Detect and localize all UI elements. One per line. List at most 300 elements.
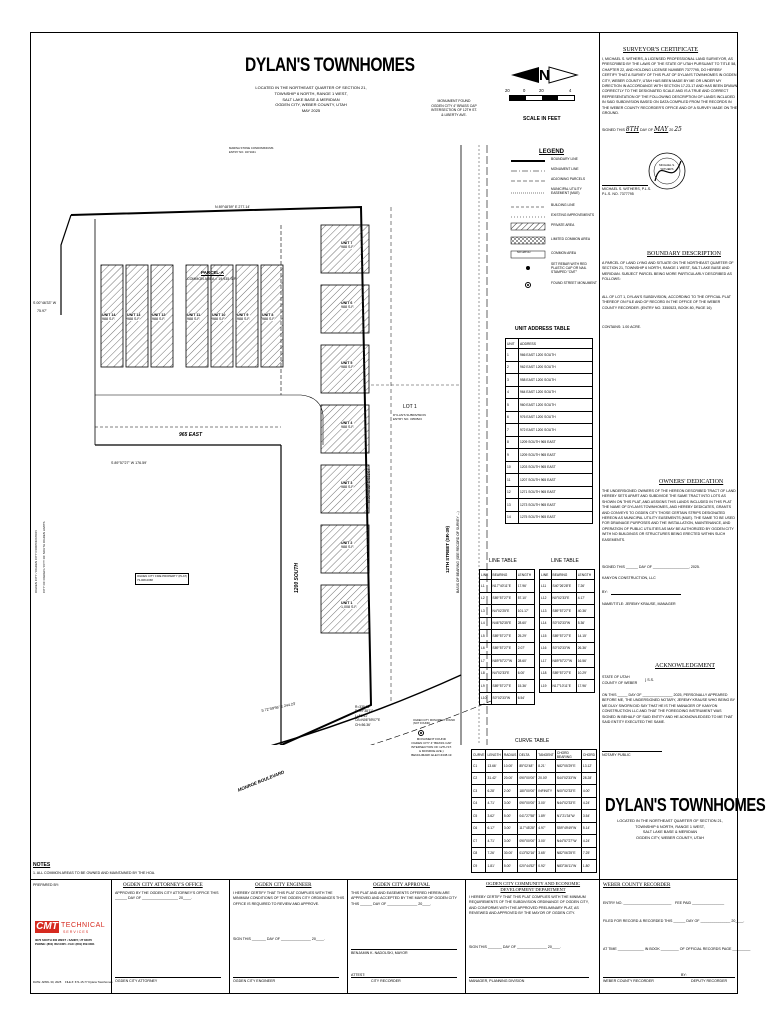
table-cell: N44°57'27"W (555, 835, 581, 848)
table-cell: L8 (480, 667, 492, 680)
col-header: BEARING (551, 570, 576, 580)
unit-area: 988 S.F. (341, 485, 355, 490)
unit-name: UNIT 2 (341, 541, 353, 545)
table-cell: 15.36' (516, 680, 534, 693)
table-cell: N0°02'33"E (551, 592, 576, 605)
mon-line: (NOT FOUND) (413, 722, 431, 726)
table-cell: 4.24' (581, 835, 596, 848)
table-cell: C9 (472, 860, 486, 873)
table-cell: 013°52'16" (518, 847, 537, 860)
col-header: LINE (480, 570, 492, 580)
street-monroe: MONROE BOULEVARD (237, 769, 285, 793)
engineer-sign: SIGN THIS _______ DAY OF _______________ 20____. (233, 937, 325, 941)
ack-text: ON THIS _____ DAY OF _______________ 2025, PERSONALLY APPEARED BEFORE ME, THE UNDERSIGNED NOTARY, JEREMY KRAUSE WHO BEING BY ME DULY SWORN DID SAY THAT HE IS THE MANAGER OF KANYON CONSTRUCTION LLC AND THAT THE FOREGOING INSTRUMENT WAS SIGNED IN BEHALF OF SAID ENTITY AND HE ACKNOWLEDGED TO ME THAT SAID ENTITY EXECUTED THE SAME. (602, 693, 735, 724)
table-cell: 10.00' (502, 760, 517, 773)
location-line: SALT LAKE BASE & MERIDIAN (282, 96, 340, 102)
legend-item: COMMON AREA (551, 251, 577, 255)
surveyor-name: MICHAEL S. WITHERS, P.L.S. (602, 187, 652, 191)
table-cell: 7.26' (486, 847, 502, 860)
monument-right (413, 719, 455, 726)
unit-name: UNIT 9 (237, 313, 249, 317)
scale-label: SCALE IN FEET (523, 116, 561, 122)
engineer-text: I HEREBY CERTIFY THAT THIS PLAT COMPLIES WITH THE MINIMUM CONDITIONS OF THE OGDEN CITY ORDINANCES THIS OFFICE IS REQUIRED TO REVIEW AND APPROVE. (233, 891, 345, 906)
seal-line: MICHAEL S. (659, 163, 675, 167)
street-12th: 12TH STREET (SR-39) (445, 525, 450, 573)
surveyor-heading: SURVEYOR'S CERTIFICATE (623, 47, 699, 53)
table-cell: 4.00' (581, 785, 596, 798)
table-cell: S0°02'33"W (551, 617, 576, 630)
table-cell: N4°02'25"E (491, 605, 516, 618)
legend-item: LIMITED COMMON AREA (551, 237, 591, 241)
bottom-divider (31, 879, 737, 880)
table-cell: L1 (480, 580, 492, 593)
unit-row (506, 486, 593, 499)
firm-phone: PHONE: (801) 352-0305 • FAX: (801) 352-0301 (35, 942, 95, 946)
owners-company: KANYON CONSTRUCTION, LLC (602, 576, 656, 580)
ack-heading: ACKNOWLEDGMENT (655, 663, 715, 669)
table-cell: 3.65' (537, 847, 556, 860)
unit-label (187, 313, 200, 321)
table-cell: 962 EAST 1200 SOUTH (519, 361, 593, 374)
note-line: INTERSECTION OF 12TH ST. (431, 108, 477, 113)
curve-line: L=56.41' (355, 713, 368, 718)
community-heading: OGDEN CITY COMMUNITY AND ECONOMIC DEVELOPMENT DEPARTMENT (485, 881, 581, 892)
unit-row (506, 449, 593, 462)
table-cell: S44°02'33"W (555, 772, 581, 785)
community-sig: MANAGER, PLANNING DIVISION (469, 979, 525, 983)
table-cell: 1209 SOUTH 965 EAST (519, 436, 593, 449)
table-cell: L18 (540, 667, 552, 680)
bearing-right: N 00°46'02" E 331.84' (367, 467, 371, 503)
table-cell: 2.07' (516, 642, 534, 655)
table-cell: 090°00'00" (518, 797, 537, 810)
unit-area: 988 S.F. (212, 317, 226, 322)
date-label: DATE: APRIL 30, 2025 (33, 980, 62, 984)
scale-tick: 20 (539, 88, 544, 93)
unit-row (506, 474, 593, 487)
legend-item: PRIVATE AREA (551, 223, 575, 227)
ack-ss: } S.S. (645, 678, 654, 682)
unit-name: UNIT 3 (341, 481, 353, 485)
table-cell: 972 EAST 1200 SOUTH (519, 424, 593, 437)
bearing-left: S 00°46'33" W (33, 301, 57, 305)
adj-line: ENTRY NO. 3271041 (229, 149, 256, 154)
col-header: TANGENT (537, 750, 556, 760)
scale-bar (509, 95, 575, 101)
table-cell: S59°49'49"W (555, 822, 581, 835)
table-cell: L14 (540, 617, 552, 630)
table-cell: 6.00' (516, 667, 534, 680)
table-cell: 20.00' (537, 772, 556, 785)
line-row (540, 667, 595, 680)
seal-text (653, 164, 681, 171)
table-cell: 101.17' (516, 605, 534, 618)
unit-label (341, 421, 354, 429)
table-cell: L6 (480, 642, 492, 655)
unit-label (341, 361, 354, 369)
owners-signed-line: SIGNED THIS ______ DAY OF __________________, 2025. (602, 565, 700, 569)
unit-row (506, 511, 593, 524)
unit-row (506, 436, 593, 449)
unit-row (506, 349, 593, 362)
file-label: FILE #: 671-15-77 Dylans Townhomes (65, 980, 113, 984)
firm-name: TECHNICAL (61, 922, 106, 929)
fee-paid: FEE PAID ________________ (675, 901, 725, 905)
unit-row (506, 399, 593, 412)
table-cell: 26.36' (576, 642, 594, 655)
table-cell: 3.00' (502, 797, 517, 810)
table-cell: 3 (506, 374, 519, 387)
table-cell: 1203 SOUTH 965 EAST (519, 461, 593, 474)
bearing-mid: S 89°57'27" W 176.59' (111, 461, 147, 465)
line-row (540, 580, 595, 593)
table-cell: 964 EAST 1200 SOUTH (519, 386, 593, 399)
table-cell: L9 (480, 680, 492, 693)
unit-label (237, 313, 250, 321)
table-cell: 1.89' (537, 810, 556, 823)
mon-line: OGDEN CITY 4" BRASS CAP (411, 741, 452, 746)
curve-line: CH=56.36' (355, 722, 371, 727)
table-cell: 25.29' (516, 630, 534, 643)
line-row (540, 605, 595, 618)
curve-row (472, 760, 597, 773)
table-cell: L3 (480, 605, 492, 618)
table-cell: L4 (480, 617, 492, 630)
table-cell: 5.00' (502, 860, 517, 873)
location-line: LOCATED IN THE NORTHEAST QUARTER OF SECTION 21, (255, 85, 367, 90)
table-cell: 7.25' (581, 847, 596, 860)
table-cell: N82°05'29"E (555, 760, 581, 773)
adjacent-left: OGDEN CITY / OGDEN CITY CORPORATION (34, 530, 38, 593)
unit-area: 988 S.F. (341, 305, 355, 310)
block-divider (229, 879, 230, 993)
tb-line: OGDEN CITY, WEBER COUNTY, UTAH (636, 836, 704, 841)
curve-line: CB=N06°59'07"E (355, 718, 381, 723)
unit-label (212, 313, 225, 321)
boundary-heading: BOUNDARY DESCRIPTION (647, 251, 721, 257)
notes-text: 1. ALL COMMON AREAS TO BE OWNED AND MAINTAINED BY THE HOA. (33, 871, 156, 875)
community-sign: SIGN THIS _______ DAY OF _______________ 20____. (469, 945, 561, 949)
table-cell: 1275 SOUTH 965 EAST (519, 511, 593, 524)
unit-name: UNIT 10 (212, 313, 226, 317)
table-cell: 6.17' (486, 822, 502, 835)
attest-label: ATTEST: (351, 973, 366, 977)
svg-text:N: N (539, 67, 550, 84)
table-cell: 16.56' (576, 655, 594, 668)
adj-line: OGDEN CITY FIRE PROPERTY (PLAT) (137, 574, 187, 578)
table-cell: N4°02'33"E (491, 667, 516, 680)
location-line: MAY 2025 (301, 108, 321, 114)
signed-mid: DAY OF (639, 128, 654, 132)
table-cell: L17 (540, 655, 552, 668)
table-cell: 090°00'00" (518, 772, 537, 785)
unit-row (506, 361, 593, 374)
unit-area: 988 S.F. (341, 545, 355, 550)
line-row (540, 630, 595, 643)
table-cell: 1 (506, 349, 519, 362)
table-cell: N1°21'34"W (555, 810, 581, 823)
unit-name: UNIT 1 (341, 601, 353, 605)
table-cell: 7 (506, 424, 519, 437)
north-arrow-icon (509, 63, 579, 87)
table-cell: 960 EAST 1200 SOUTH (519, 399, 593, 412)
table-cell: L7 (480, 655, 492, 668)
table-cell: N44°02'33"E (555, 797, 581, 810)
location-block (241, 85, 381, 114)
owners-name-title: NAME/TITLE: JEREMY KRAUSE, MANAGER (602, 602, 676, 606)
table-cell: 13.12' (581, 760, 596, 773)
table-cell: 6 (506, 411, 519, 424)
table-cell: 3.54' (581, 810, 596, 823)
table-cell: N46°52'35"E (491, 617, 516, 630)
lot-sub-line: ENTRY NO. 3350523 (393, 417, 422, 422)
unit-area: 988 S.F. (152, 317, 166, 322)
street-1200-south: 1200 SOUTH (294, 562, 300, 593)
legend-item: MONUMENT LINE (551, 167, 579, 171)
legend-symbols (509, 157, 549, 307)
table-cell: 2 (506, 361, 519, 374)
col-header: CHORD BEARING (555, 750, 581, 760)
unit-row (506, 374, 593, 387)
curve-row (472, 772, 597, 785)
signed-prefix: SIGNED THIS (602, 128, 625, 132)
recorder-line (603, 977, 735, 978)
table-cell: S89°57'27"E (491, 680, 516, 693)
table-cell: N89°57'27"W (491, 655, 516, 668)
bearing-bottom: S 72°09'56" E 244.23' (261, 701, 296, 713)
community-text: I HEREBY CERTIFY THAT THIS PLAT COMPLIES WITH THE MINIMUM REQUIREMENTS OF THE SUBDIVISION ORDINANCE OF OGDEN CITY, AND CONFORMS WITH THE APPROVED PRELIMINARY PLAT, AS REVIEWED AND APPROVED BY THE MAYOR OF OGDEN CITY. (469, 895, 589, 916)
table-cell: INFINITY (537, 785, 556, 798)
scale-tick: 4 (569, 88, 572, 93)
table-cell: 5.00' (502, 810, 517, 823)
table-cell: C2 (472, 772, 486, 785)
line-table-title: LINE TABLE (551, 558, 579, 564)
filed-line: FILED FOR RECORD & RECORDED THIS ______ DAY OF _______________ 20____. (603, 919, 745, 923)
tb-line: TOWNSHIP 6 NORTH, RANGE 1 WEST, (635, 824, 705, 829)
table-cell: 5 (506, 399, 519, 412)
tb-line: SALT LAKE BASE & MERIDIAN (642, 830, 698, 835)
engineer-sig: OGDEN CITY ENGINEER (233, 979, 276, 983)
table-cell: 117°45'28" (518, 822, 537, 835)
unit-name: UNIT 14 (102, 313, 116, 317)
unit-name: UNIT 7 (341, 241, 353, 245)
table-cell: 10 (506, 461, 519, 474)
line-table-2 (539, 569, 595, 693)
table-cell: C4 (472, 797, 486, 810)
surveyor-signed-line (602, 127, 682, 134)
recorder-sig: WEBER COUNTY RECORDER (603, 979, 654, 983)
table-cell: 12 (506, 486, 519, 499)
table-cell: 976 EAST 1200 SOUTH (519, 411, 593, 424)
table-cell: N17°10'11"E (551, 680, 576, 693)
table-cell: L11 (540, 580, 552, 593)
unit-area: 988 S.F. (237, 317, 251, 322)
table-cell: L19 (540, 680, 552, 693)
table-cell: 4.24' (581, 797, 596, 810)
table-cell: 3.00' (502, 822, 517, 835)
table-cell: 1271 SOUTH 965 EAST (519, 486, 593, 499)
unit-name: UNIT 8 (262, 313, 274, 317)
curve-row (472, 822, 597, 835)
table-cell: 28.60' (516, 617, 534, 630)
unit-name: UNIT 5 (341, 361, 353, 365)
surveyor-signature-line (602, 185, 648, 186)
col-header: RADIUS (502, 750, 517, 760)
scale-tick: 20 (505, 88, 510, 93)
table-cell: C7 (472, 835, 486, 848)
signed-year-prefix: 20 (669, 128, 674, 132)
table-cell: C8 (472, 847, 486, 860)
monument-found-bottom (411, 737, 452, 757)
unit-label (341, 241, 354, 249)
unit-name: UNIT 4 (341, 421, 353, 425)
table-cell: S89°57'27"E (491, 592, 516, 605)
table-cell: L12 (540, 592, 552, 605)
deputy-sig: DEPUTY RECORDER (691, 979, 728, 983)
table-cell: 4.17' (576, 592, 594, 605)
table-cell: L13 (540, 605, 552, 618)
note-line: MONUMENT FOUND (437, 99, 471, 103)
curve-row (472, 785, 597, 798)
notary-line (602, 751, 662, 752)
table-cell: 3.00' (502, 835, 517, 848)
table-cell: 020°44'52" (518, 860, 537, 873)
unit-label (341, 541, 354, 549)
col-header: LENGTH (576, 570, 594, 580)
curve-row (472, 847, 597, 860)
curve-row (472, 835, 597, 848)
legend-item: SET REBAR WITH RED PLASTIC CAP OR NAIL STAMPED "CMT" (551, 262, 587, 274)
table-cell: 4 (506, 386, 519, 399)
table-cell: 20.00' (502, 772, 517, 785)
table-cell: L5 (480, 630, 492, 643)
boundary-para: ALL OF LOT 1, DYLAN'S SUBDIVISION, ACCORDING TO THE OFFICIAL PLAT THEREOF ON FILE AND OF RECORD IN THE OFFICE OF THE WEBER COUNTY RECORDER. (ENTRY NO. 3350523, BOOK 80, PAGE 16) (602, 295, 731, 310)
table-cell: 8.21' (537, 760, 556, 773)
monument-note-top (419, 99, 489, 117)
table-cell: 1.81' (486, 860, 502, 873)
page-title: DYLAN'S TOWNHOMES (245, 55, 415, 76)
legend-item: FOUND STREET MONUMENT (551, 281, 597, 285)
notes-heading: NOTES (33, 862, 51, 868)
table-cell: N82°06'25"E (555, 847, 581, 860)
basis-of-bearing: BASIS OF BEARING (SEE RECORD OF SURVEY ...) (456, 511, 460, 593)
location-line: OGDEN CITY, WEBER COUNTY, UTAH (275, 102, 347, 108)
unit-area: 988 S.F. (341, 245, 355, 250)
legend-item: EXISTING IMPROVEMENTS (551, 213, 595, 217)
unit-name: UNIT 6 (341, 301, 353, 305)
table-cell: 4.71' (486, 835, 502, 848)
signed-month: MAY (654, 126, 669, 133)
street-965-east: 965 EAST (179, 432, 203, 438)
table-cell: 17.96' (576, 680, 594, 693)
table-cell: L15 (540, 630, 552, 643)
surveyor-text: I, MICHAEL S. WITHERS, A LICENSED PROFESSIONAL LAND SURVEYOR, AS PRESCRIBED BY THE LAWS OF THE STATE OF UTAH PURSUANT TO TITLE 58, CHAPTER 22, AND HOLDING LICENSE NUMBER 7377795, DO HEREBY CERTIFY THAT A SURVEY OF THIS PLAT OF DYLAN'S TOWNHOMES IN OGDEN CITY, WEBER COUNTY, UTAH HAS BEEN MADE BY ME OR UNDER MY DIRECTION IN ACCORDANCE WITH SECTION 17-23-17 AND HAS BEEN DRAWN CORRECTLY TO THE DESIGNATED SCALE AND IS A TRUE AND CORRECT REPRESENTATION OF THE FOLLOWING DESCRIPTION OF LANDS INCLUDED IN SAID SUBDIVISION BASED ON DATA COMPILED FROM THE RECORDS IN THE WEBER COUNTY RECORDER'S OFFICE AND OF A SURVEY MADE ON THE GROUND. (602, 57, 738, 115)
table-cell: L10 (480, 692, 492, 705)
col-header: CHORD (581, 750, 596, 760)
notary-label: NOTARY PUBLIC (602, 753, 631, 757)
engineer-heading: OGDEN CITY ENGINEER (255, 883, 312, 888)
curve-info (355, 705, 380, 727)
bearing-top: N 89°48'59" E 277.14' (215, 205, 251, 209)
unit-name: UNIT 13 (127, 313, 141, 317)
unit-label (152, 313, 165, 321)
table-cell: 180°00'00" (518, 785, 537, 798)
recorder-heading: WEBER COUNTY RECORDER (603, 883, 671, 888)
mon-line: MONUMENT FOUND (416, 737, 446, 741)
table-cell: S89°57'27"E (491, 630, 516, 643)
ack-state: STATE OF UTAH (602, 675, 630, 679)
table-cell: N83°36'11"W (555, 860, 581, 873)
line-row (540, 617, 595, 630)
entry-no: ENTRY NO. ________________________ (603, 901, 672, 905)
table-cell: 57.10' (516, 592, 534, 605)
unit-label (341, 301, 354, 309)
table-cell: 958 EAST 1200 SOUTH (519, 374, 593, 387)
table-cell: 1.80' (581, 860, 596, 873)
table-cell: N00°02'33"E (555, 785, 581, 798)
col-header: CURVE (472, 750, 486, 760)
boundary-para: CONTAINS: 1.00 ACRE. (602, 325, 642, 329)
table-cell: 5.14' (581, 822, 596, 835)
table-cell: 9 (506, 449, 519, 462)
curve-row (472, 860, 597, 873)
mon-line: & MONROE AVE.) (419, 749, 444, 754)
city-limits: CITY OF OGDEN / CITY OF SOUTH OGDEN LIMITS (42, 521, 46, 593)
title-block-location (602, 819, 738, 842)
block-divider (111, 879, 112, 993)
boundary-para: A PARCEL OF LAND LYING AND SITUATE ON THE NORTHEAST QUARTER OF SECTION 21, TOWNSHIP 6 NORTH, RANGE 1 WEST, SALT LAKE BASE AND MERIDIAN. SUBJECT PARCEL BEING MORE PARTICULARLY DESCRIBED AS FOLLOWS: (602, 261, 734, 282)
unit-label (341, 481, 354, 489)
engineer-signature-line (233, 977, 339, 978)
title-block-title: DYLAN'S TOWNHOMES (605, 795, 766, 815)
unit-label (127, 313, 140, 321)
table-cell: 13 (506, 499, 519, 512)
table-cell: 4.97' (537, 822, 556, 835)
table-cell: 6.28' (486, 785, 502, 798)
attorney-signature-line (115, 977, 221, 978)
curve-row (472, 810, 597, 823)
tb-line: LOCATED IN THE NORTHEAST QUARTER OF SECTION 21, (617, 819, 723, 823)
curve-line: R=335.15' (355, 705, 371, 709)
table-cell: S89°57'27"E (551, 667, 576, 680)
lot-1-sub (393, 413, 426, 421)
note-line: & LIBERTY AVE. (441, 112, 467, 117)
parcel-a-label: PARCEL-A (201, 270, 224, 275)
owners-text: THE UNDERSIGNED OWNERS OF THE HEREON DESCRIBED TRACT OF LAND HEREBY SETS APART AND SUBDIVIDE THE SAME TRACT INTO LOTS AS SHOWN ON THIS PLAT, AND ASSIGNS THIS LANDS INCLUDED IN THIS PLAT THE NAME OF DYLAN'S TOWNHOMES, AND HEREBY DEDICATES, GRANTS AND CONVEYS TO OGDEN CITY THOSE CERTAIN STRIPS DESIGNATED HEREON AS MUNICIPAL UTILITY EASEMENTS (MUE). THE SAME TO BE USED FOR DRAINAGE PURPOSES AND THE INSTALLATION, MAINTENANCE, AND OPERATION OF PUBLIC UTILITIES AS MAY BE AUTHORIZED BY OGDEN CITY WITH NO BUILDINGS OR STRUCTURES BEING ERECTED WITHIN SUCH EASEMENTS. (602, 489, 736, 542)
adj-line: 73-008-0068 (137, 577, 153, 582)
attest-sig: CITY RECORDER (371, 979, 401, 983)
unit-table-title: UNIT ADDRESS TABLE (515, 326, 570, 332)
recorder-by: BY: (681, 973, 687, 977)
block-divider (465, 879, 466, 993)
community-signature-line (469, 977, 589, 978)
owners-heading: OWNERS' DEDICATION (659, 479, 724, 485)
table-cell: 5.36' (576, 617, 594, 630)
site-plan (31, 145, 499, 745)
unit-area: 988 S.F. (341, 365, 355, 370)
adj-line: MARINA STONE CONDOMINIUMS (229, 146, 274, 150)
legend-item: MUNICIPAL UTILITY EASEMENT (MUE) (551, 187, 582, 195)
unit-row (506, 411, 593, 424)
table-cell: 14.15' (576, 630, 594, 643)
unit-row (506, 461, 593, 474)
line-row (540, 642, 595, 655)
table-cell: 11 (506, 474, 519, 487)
col-header: LENGTH (486, 750, 502, 760)
at-time-line: AT TIME _____________ IN BOOK _________ OF OFFICIAL RECORDS PAGE _________ (603, 947, 751, 951)
table-cell: 3.00' (537, 835, 556, 848)
table-cell: 17.96' (516, 580, 534, 593)
